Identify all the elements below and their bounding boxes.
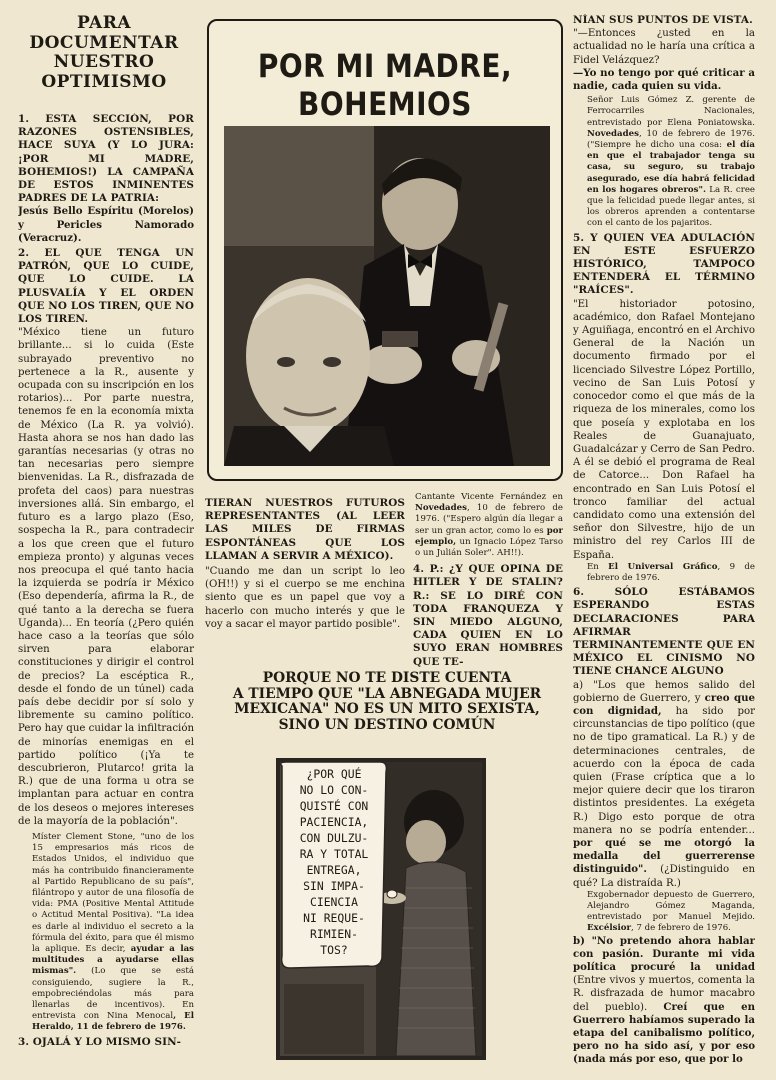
- feature-title: [209, 47, 561, 123]
- feature-box: [207, 19, 563, 481]
- speech-line: TOS?: [320, 943, 348, 957]
- speech-line: ENTREGA,: [306, 863, 362, 877]
- item-4-heading: 4. P.: ¿Y QUE OPINA DE HITLER Y DE STALIN? R.: SE LO DIRÉ CON TODA FRANQUEZA Y SIN MIEDO ALGUNO, CADA QUIEN EN LO SUYO ERAN HOMBRES QUE TE-: [413, 563, 563, 668]
- item-5-body: "El historiador potosino, académico, don Rafael Montejano y Aguiñaga, encontró en el Archivo General de la Nación un documento firmado por el licenciado Silvestre López Portillo, vecino de San Luis Potosí y conocedor como el que más de la riqueza de los minerales, como los que poseía y explotaba en los Reales de Guanajuato, Guadalcázar y Cerro de San Pedro. A él se debió el programa de Real de Catorce... Don Rafael ha encontrado en San Luis Potosí el tronco familiar del actual candidato como una extensión del señor don Silvestre, hijo de un ministro del rey Carlos III de España.: [573, 298, 755, 561]
- column-3: [413, 492, 563, 668]
- item-3-heading-cont: TIERAN NUESTROS FUTUROS REPRESENTANTES (AL LEER LAS MILES DE FIRMAS ESPONTÁNEAS QUE LOS LLAMAN A SERVIR A MÉXICO).: [205, 497, 405, 562]
- item-2-heading: 2. EL QUE TENGA UN PATRÓN, QUE LO CUIDE, QUE LO CUIDE. LA PLUSVALÍA Y EL ORDEN QUE NO LOS TIREN, QUE NO LOS TIREN.: [18, 247, 194, 326]
- speech-line: NO LO CON-: [299, 783, 369, 797]
- item-6b-body: [573, 935, 755, 1067]
- item-6a-body: [573, 679, 755, 890]
- item-3-body: "Cuando me dan un script lo leo (OH!!) y si el cuerpo se me enchina siento que es un papel que voy a hacerlo con mucho interés y que le voy a sacar el mayor partido posible".: [205, 566, 405, 630]
- caption-text: , 10 de febrero de 1976. ("Espero algún día llegar a ser un gran actor, como lo es: [415, 503, 563, 536]
- body-emphasis: "No pretendo ahora hablar con pasión. Durante mi vida política procuré la unidad: [573, 934, 755, 974]
- body-emphasis: por qué se me otorgó la medalla del guerrerense distinguido".: [573, 837, 755, 876]
- item-4-heading-cont: NÍAN SUS PUNTOS DE VISTA.: [573, 14, 753, 26]
- source-publication: El Universal Gráfico: [608, 561, 718, 572]
- item-3-heading: 3. OJALÁ Y LO MISMO SIN-: [18, 1035, 182, 1048]
- caption-text: Cantante Vicente Fernández en: [415, 492, 563, 502]
- section-title-line: PARA: [76, 13, 132, 33]
- caption-publication: Novedades: [415, 503, 467, 514]
- item-4-question: "—Entonces ¿usted en la actualidad no le haría una crítica a Fidel Velázquez?: [573, 28, 755, 66]
- middle-heading-line: SINO UN DESTINO COMÚN: [278, 716, 496, 733]
- speech-line: CIENCIA: [309, 895, 358, 909]
- item-6a-source: [573, 890, 755, 935]
- source-text: , 10 de febrero de 1976. ("Siempre he dicho una cosa:: [587, 128, 755, 151]
- section-title-line: NUESTRO: [53, 52, 155, 72]
- source-quote: el día en que el trabajador tenga su casa, su seguro, su trabajo asegurado, ese día habrá felicidad en los hogares obreros".: [587, 140, 755, 195]
- speech-bubble-text: [284, 766, 384, 958]
- column-1: [18, 113, 194, 1075]
- source-publication: Novedades: [587, 128, 639, 139]
- body-text: (Entre vivos y muertos, comenta la R. disfrazada de humor macabro del pueblo).: [573, 975, 755, 1013]
- item-2-source: [18, 832, 194, 1034]
- source-publication: , El Heraldo, 11 de febrero de 1976.: [32, 1011, 194, 1033]
- body-emphasis: creo que con dignidad,: [573, 691, 755, 717]
- middle-heading-line: PORQUE NO TE DISTE CUENTA: [262, 670, 512, 686]
- feature-title-line: POR MI MADRE,: [257, 47, 513, 85]
- middle-heading-line: MEXICANA" NO ES UN MITO SEXISTA,: [234, 701, 540, 717]
- source-text: En: [587, 561, 599, 572]
- source-text: Exgobernador depuesto de Guerrero, Alejandro Gómez Maganda, entrevistado por Manuel Mejido.: [587, 889, 755, 923]
- item-2-body: "México tiene un futuro brillante... si lo cuida (Este subrayado preventivo no pertenece a la R., ausente y ocupada con su inscripción en los rotarios)... Por parte nuestra, tenemos fe en la economía mixta de México (La R. ya volvió). Hasta ahora se nos han dado las garantías necesarias (y otras no tan necesarias pero siempre bienvenidas. La R., disfrazada de profeta del caos) para nuestras inversiones allá. Sin embargo, el futuro es a largo plazo (Eso, sospecha la R., para contradecir a los que creen que el futuro empieza pronto) y algunas veces nos preocupa el qué tanto hacia la izquierda se podría ir México (Eso dependería, afirma la R., de qué tanto a la derecha se fuera Uganda)... En teoría (¿Pero quién hace caso a la teorías que sólo sirven para elaborar constituciones y dirigir el control de precios? La escéptica R., desde el fondo de un túnel) cada país debe decidir por sí solo y libremente su camino político. Pero hay que cuidar la infiltración de minorías enemigas en el partido político (¡Ya te descubrieron, Plutarco! grita la R.) que de una forma u otra se implantan para actuar en contra de los deseos o mejores intereses de la mayoría de la población".: [18, 327, 194, 827]
- body-text: (¿Distinguido en qué? La distraída R.): [573, 864, 755, 889]
- speech-line: NI REQUE-: [303, 911, 365, 925]
- item-1-names: Jesús Bello Espíritu (Morelos) y Pericles Namorado (Veracruz).: [18, 205, 194, 244]
- feature-title-line: BOHEMIOS: [298, 84, 472, 123]
- photo-caption: [413, 492, 563, 559]
- source-text: La R. cree que la felicidad puede llegar antes, si los obreros aprenden a contentarse con el canto de los pajaritos.: [587, 184, 755, 229]
- source-quote: ayudar a las multitudes a ayudarse ellas mismas".: [32, 944, 194, 977]
- item-5-source: [573, 562, 755, 584]
- body-text: ha sido por circunstancias de tipo político (que no de tipo gramatical. La R.) y de determinaciones centrales, de acuerdo con la época de cada quien (Frase críptica que a lo mejor quiere decir que los tiraron distintos presidentes. La exégeta R.) Digo esto porque de otra manera no se podría entender...: [573, 705, 755, 836]
- speech-line: PACIENCIA,: [299, 815, 369, 829]
- speech-line: SIN IMPA-: [303, 879, 365, 893]
- section-title: [14, 14, 194, 92]
- item-1-heading: 1. ESTA SECCIÓN, POR RAZONES OSTENSIBLES, HACE SUYA (Y LO JURA: ¡POR MI MADRE, BOHEMIOS!) LA CAMPAÑA DE ESTOS INMINENTES PADRES DE LA PATRIA:: [18, 113, 194, 205]
- speech-line: ¿POR QUÉ: [306, 767, 362, 781]
- caption-text: un Ignacio López Tarso o un Julián Soler". AH!!).: [415, 536, 563, 559]
- caption-emphasis: por ejemplo,: [415, 525, 563, 547]
- film-still-photo: [224, 126, 550, 466]
- cartoon-illustration: [276, 758, 486, 1060]
- column-4: [573, 14, 755, 1076]
- section-title-line: OPTIMISMO: [41, 71, 167, 92]
- source-text: Míster Clement Stone, "uno de los 15 empresarios más ricos de Estados Unidos, el individuo que más ha contribuido financieramente al Partido Republicano de su país", filántropo y autor de una filosofía de vida: PMA (Positive Mental Attitude o Actitud Mental Positiva). "La idea es darle al individuo el secreto a la fórmula del éxito, para que él mismo la aplique. Es decir,: [32, 831, 194, 954]
- source-text: , 9 de febrero de 1976.: [587, 561, 755, 583]
- speech-line: RA Y TOTAL: [299, 847, 369, 861]
- middle-heading: [222, 671, 552, 733]
- source-text: , 7 de febrero de 1976.: [631, 923, 731, 934]
- body-text: a) "Los que hemos salido del gobierno de Guerrero, y: [573, 679, 755, 704]
- body-emphasis: b): [573, 934, 585, 947]
- source-text: Señor Luis Gómez Z. gerente de Ferrocarriles Nacionales, entrevistado por Elena Poniatowska.: [587, 95, 755, 128]
- item-6-heading: 6. SÓLO ESTÁBAMOS ESPERANDO ESTAS DECLARACIONES PARA AFIRMAR TERMINANTEMENTE QUE EN MÉXICO EL CINISMO NO TIENE CHANCE ALGUNO: [573, 586, 755, 678]
- middle-heading-line: A TIEMPO QUE "LA ABNEGADA MUJER: [232, 685, 542, 702]
- item-4-answer: —Yo no tengo por qué criticar a nadie, cada quien su vida.: [573, 66, 755, 93]
- section-title-line: DOCUMENTAR: [29, 32, 179, 53]
- source-publication: Excélsior: [587, 923, 632, 934]
- item-4-source: [573, 95, 755, 229]
- speech-line: RIMIEN-: [309, 927, 358, 941]
- item-5-heading: 5. Y QUIEN VEA ADULACIÓN EN ESTE ESFUERZO HISTÓRICO, TAMPOCO ENTENDERÁ EL TÉRMINO "RAÍCES".: [573, 231, 755, 297]
- body-emphasis: Creí que en Guerrero habíamos superado la etapa del canibalismo político, pero no ha sido así, y por eso (nada más por eso, que por lo: [573, 1000, 755, 1066]
- column-2: [205, 497, 405, 667]
- speech-line: QUISTÉ CON: [299, 799, 369, 813]
- speech-line: CON DULZU-: [299, 831, 369, 845]
- source-text: (Lo que se está consiguiendo, sugiere la R., empobreciéndolas más para llenarlas de incentivos). En entrevista con Nina Menocal: [32, 966, 194, 1022]
